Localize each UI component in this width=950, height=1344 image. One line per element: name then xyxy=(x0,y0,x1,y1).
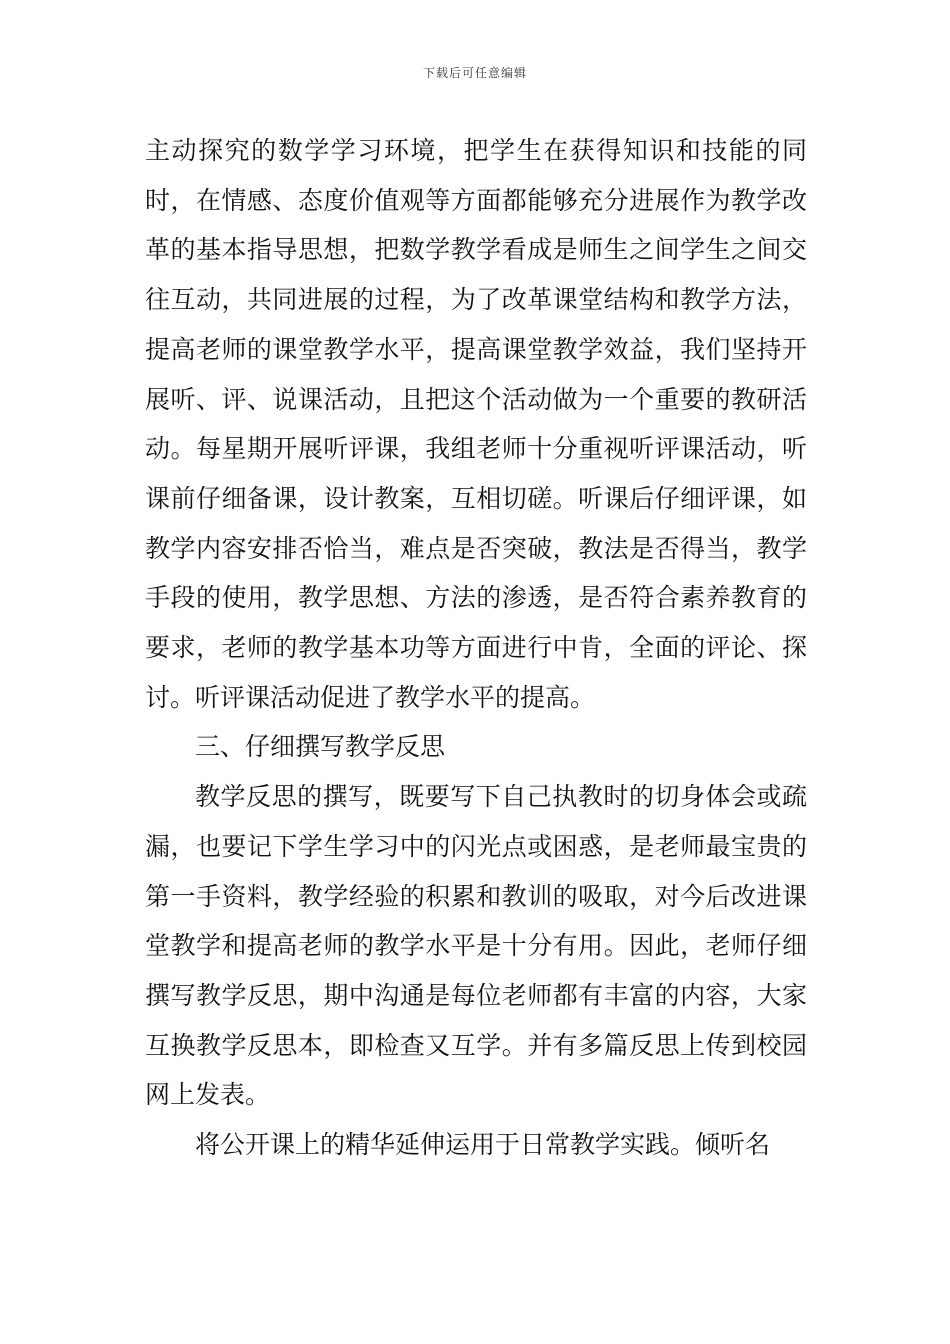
section-heading: 三、仔细撰写教学反思 xyxy=(195,732,446,762)
body-paragraph-1: 主动探究的数学学习环境，把学生在获得知识和技能的同时，在情感、态度价值观等方面都能够充分进展作为教学改革的基本指导思想，把数学教学看成是师生之间学生之间交往互动，共同进展的过程，为了改革课堂结构和教学方法，提高老师的课堂教学水平，提高课堂教学效益，我们坚持开展听、评、说课活动，且把这个活动做为一个重要的教研活动。每星期开展听评课，我组老师十分重视听评课活动，听课前仔细备课，设计教案，互相切磋。听课后仔细评课，如教学内容安排否恰当，难点是否突破，教法是否得当，教学手段的使用，教学思想、方法的渗透，是否符合素养教育的要求，老师的教学基本功等方面进行中肯，全面的评论、探讨。听评课活动促进了教学水平的提高。 xyxy=(145,136,807,712)
body-paragraph-2: 教学反思的撰写，既要写下自己执教时的切身体会或疏漏，也要记下学生学习中的闪光点或困惑，是老师最宝贵的第一手资料，教学经验的积累和教训的吸取，对今后改进课堂教学和提高老师的教学水平是十分有用。因此，老师仔细撰写教学反思，期中沟通是每位老师都有丰富的内容，大家互换教学反思本，即检查又互学。并有多篇反思上传到校园网上发表。 xyxy=(145,782,807,1110)
document-body xyxy=(145,126,807,1170)
body-paragraph-3: 将公开课上的精华延伸运用于日常教学实践。倾听名 xyxy=(195,1130,771,1160)
page-header: 下载后可任意编辑 xyxy=(422,66,527,80)
